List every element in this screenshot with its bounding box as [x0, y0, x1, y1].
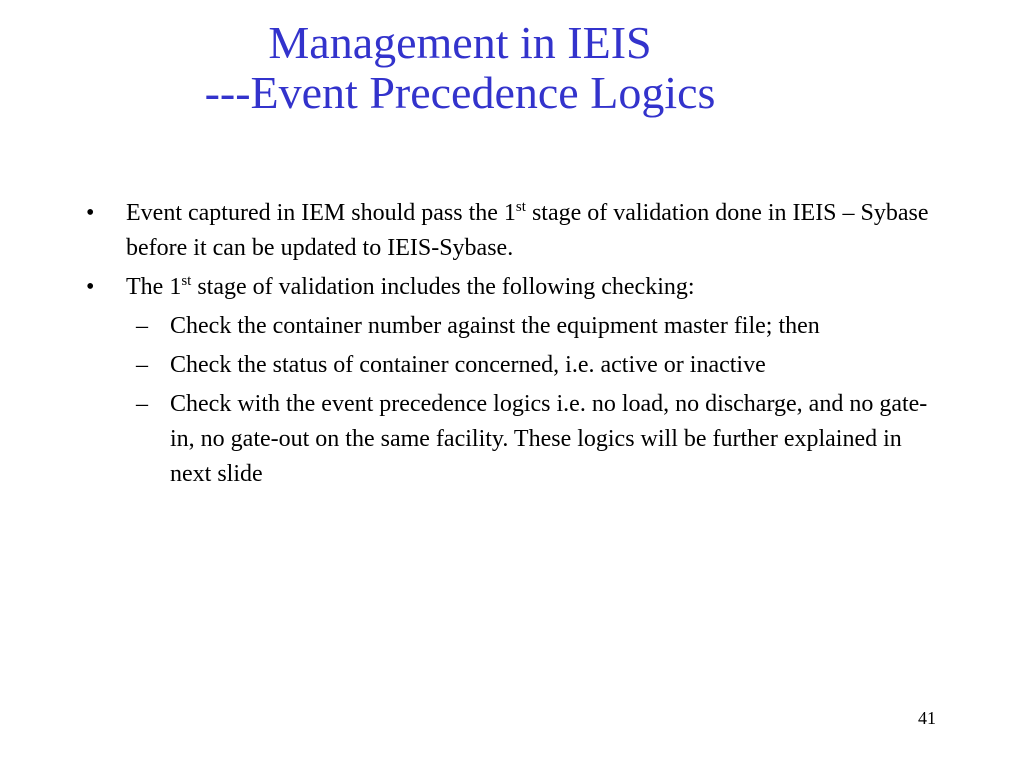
dash-marker: –: [136, 313, 148, 339]
ordinal-suffix: st: [515, 199, 526, 215]
dash-marker: –: [136, 391, 148, 417]
bullet-text-part: Event captured in IEM should pass the 1: [126, 200, 516, 226]
bullet-text-part: The 1: [126, 274, 182, 300]
page-number: 41: [918, 708, 936, 728]
bullet-item: [86, 270, 946, 305]
slide-body: [86, 196, 946, 496]
slide-title: [0, 18, 920, 118]
sub-bullet-text: Check the container number against the equipment master file; then: [170, 313, 820, 339]
title-line-2: ---Event Precedence Logics: [204, 67, 716, 118]
dash-marker: –: [136, 352, 148, 378]
bullet-marker: •: [86, 200, 95, 226]
bullet-text-part: stage of validation done in IEIS – Sybase before it can be updated to IEIS-Sybase.: [126, 200, 929, 261]
sub-bullet-text: Check with the event precedence logics i.e. no load, no discharge, and no gate-in, no gate-out on the same facility. These logics will be further explained in next slide: [170, 391, 928, 487]
sub-bullet-item: [86, 387, 946, 492]
title-line-1: Management in IEIS: [268, 17, 652, 68]
ordinal-suffix: st: [181, 273, 192, 289]
bullet-text-part: stage of validation includes the following checking:: [191, 274, 695, 300]
sub-bullet-item: [86, 348, 946, 383]
sub-bullet-text: Check the status of container concerned, i.e. active or inactive: [170, 352, 766, 378]
bullet-marker: •: [86, 274, 95, 300]
sub-bullet-item: [86, 309, 946, 344]
bullet-item: [86, 196, 946, 266]
